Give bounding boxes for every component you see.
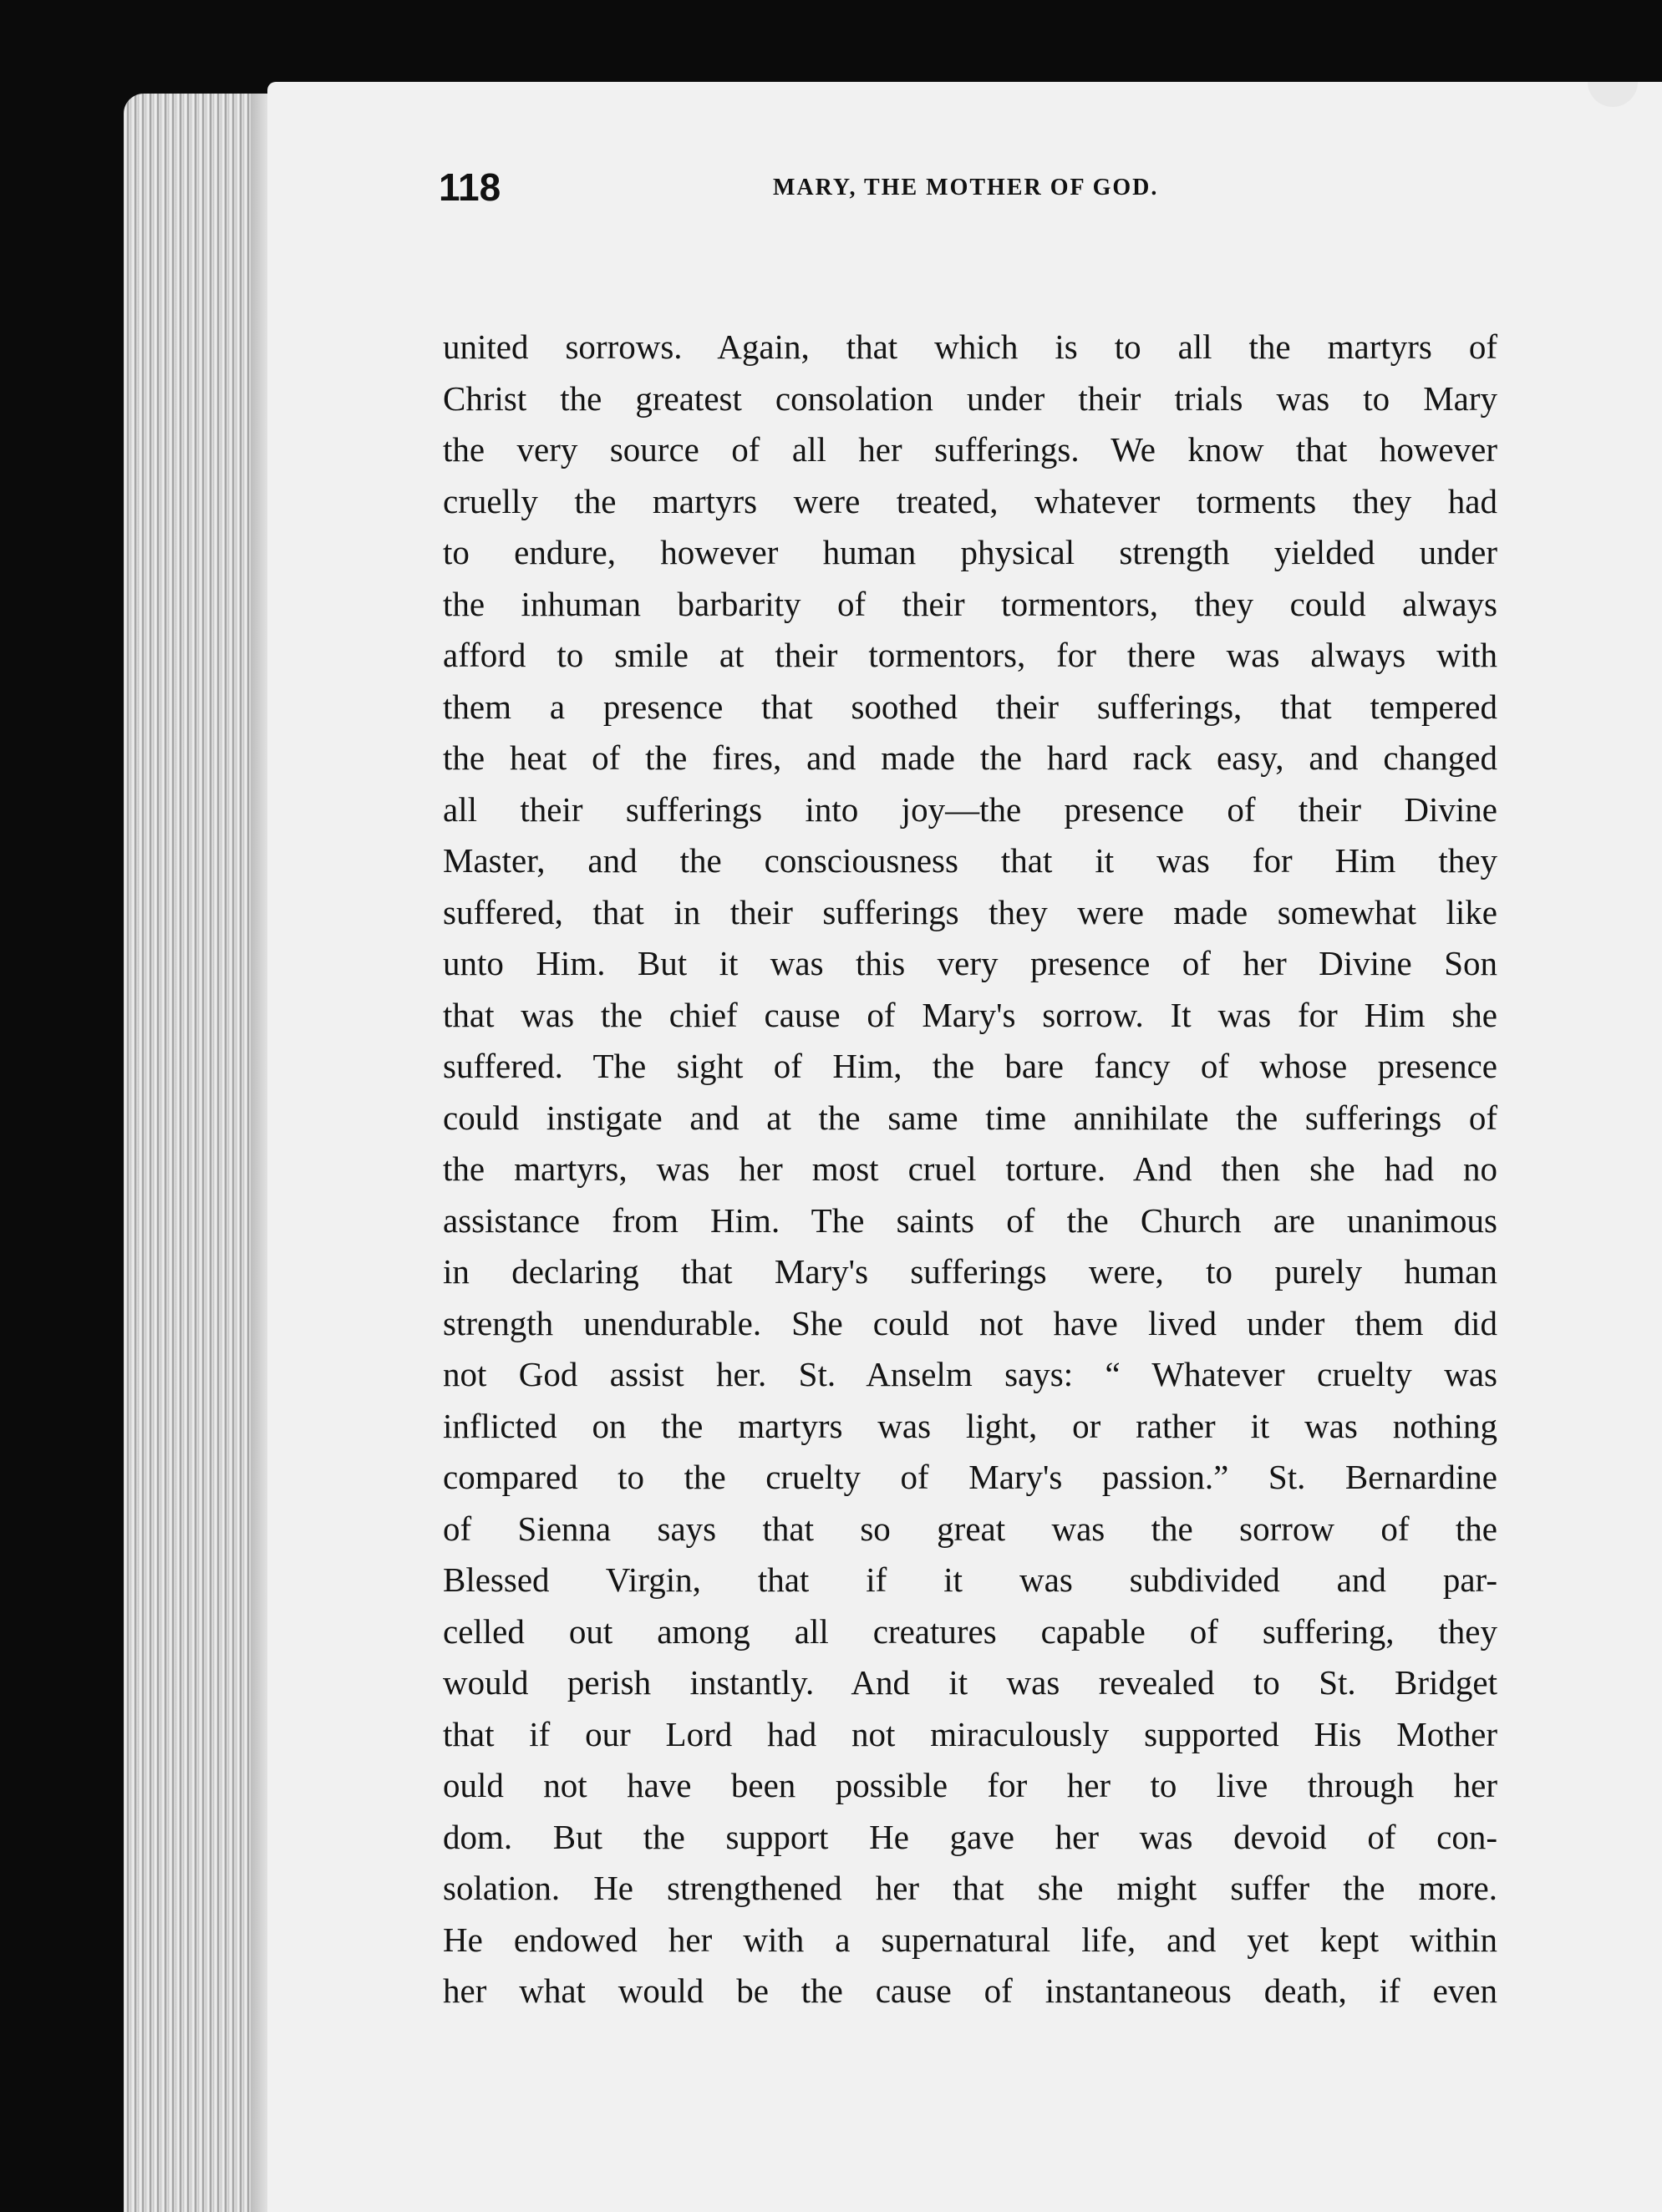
text-line: her what would be the cause of instantaneous death, if even	[443, 1971, 1497, 2010]
running-title: MARY, THE MOTHER OF GOD.	[773, 175, 1159, 200]
page-number: 118	[439, 165, 501, 209]
text-line: that was the chief cause of Mary's sorrow. It was for Him she	[443, 995, 1497, 1034]
text-line: the heat of the fires, and made the hard rack easy, and changed	[443, 738, 1497, 777]
text-line: would perish instantly. And it was revealed to St. Bridget	[443, 1663, 1497, 1702]
text-line: dom. But the support He gave her was devoid of con-	[443, 1817, 1497, 1856]
text-line: all their sufferings into joy—the presence of their Divine	[443, 789, 1497, 829]
text-line: inflicted on the martyrs was light, or rather it was nothing	[443, 1406, 1497, 1445]
text-line: cruelly the martyrs were treated, whatever torments they had	[443, 481, 1497, 520]
text-line: to endure, however human physical strength yielded under	[443, 533, 1497, 571]
text-line: Christ the greatest consolation under their trials was to Mary	[443, 378, 1497, 418]
text-line: Blessed Virgin, that if it was subdivided and par-	[443, 1560, 1497, 1599]
text-line: not God assist her. St. Anselm says: “ Whatever cruelty was	[443, 1355, 1497, 1393]
text-line: suffered. The sight of Him, the bare fancy of whose presence	[443, 1047, 1497, 1085]
text-line: unto Him. But it was this very presence of her Divine Son	[443, 944, 1497, 982]
text-line: could instigate and at the same time annihilate the sufferings of	[443, 1098, 1497, 1137]
text-line: in declaring that Mary's sufferings were, to purely human	[443, 1252, 1497, 1291]
page-header	[439, 165, 1508, 215]
scan-artifact	[1588, 82, 1638, 107]
text-line: suffered, that in their sufferings they were made somewhat like	[443, 892, 1497, 931]
text-line: them a presence that soothed their sufferings, that tempered	[443, 687, 1497, 726]
book-page-edges	[124, 94, 266, 2212]
text-line: united sorrows. Again, that which is to all the martyrs of	[443, 327, 1497, 366]
text-line: the martyrs, was her most cruel torture. And then she had no	[443, 1149, 1497, 1188]
text-line: Master, and the consciousness that it was for Him they	[443, 841, 1497, 880]
text-line: solation. He strengthened her that she might suffer the more.	[443, 1869, 1497, 1907]
text-line: the very source of all her sufferings. We know that however	[443, 430, 1497, 469]
text-line: He endowed her with a supernatural life, and yet kept within	[443, 1920, 1497, 1959]
text-line: celled out among all creatures capable of suffering, they	[443, 1611, 1497, 1651]
text-line: afford to smile at their tormentors, for there was always with	[443, 636, 1497, 674]
body-text	[443, 322, 1497, 2017]
text-line: that if our Lord had not miraculously supported His Mother	[443, 1714, 1497, 1753]
text-line: ould not have been possible for her to live through her	[443, 1766, 1497, 1804]
text-line: strength unendurable. She could not have lived under them did	[443, 1303, 1497, 1342]
text-line: the inhuman barbarity of their tormentors, they could always	[443, 584, 1497, 623]
text-line: of Sienna says that so great was the sorrow of the	[443, 1509, 1497, 1548]
text-line: compared to the cruelty of Mary's passion.” St. Bernardine	[443, 1458, 1497, 1496]
text-line: assistance from Him. The saints of the Church are unanimous	[443, 1200, 1497, 1240]
